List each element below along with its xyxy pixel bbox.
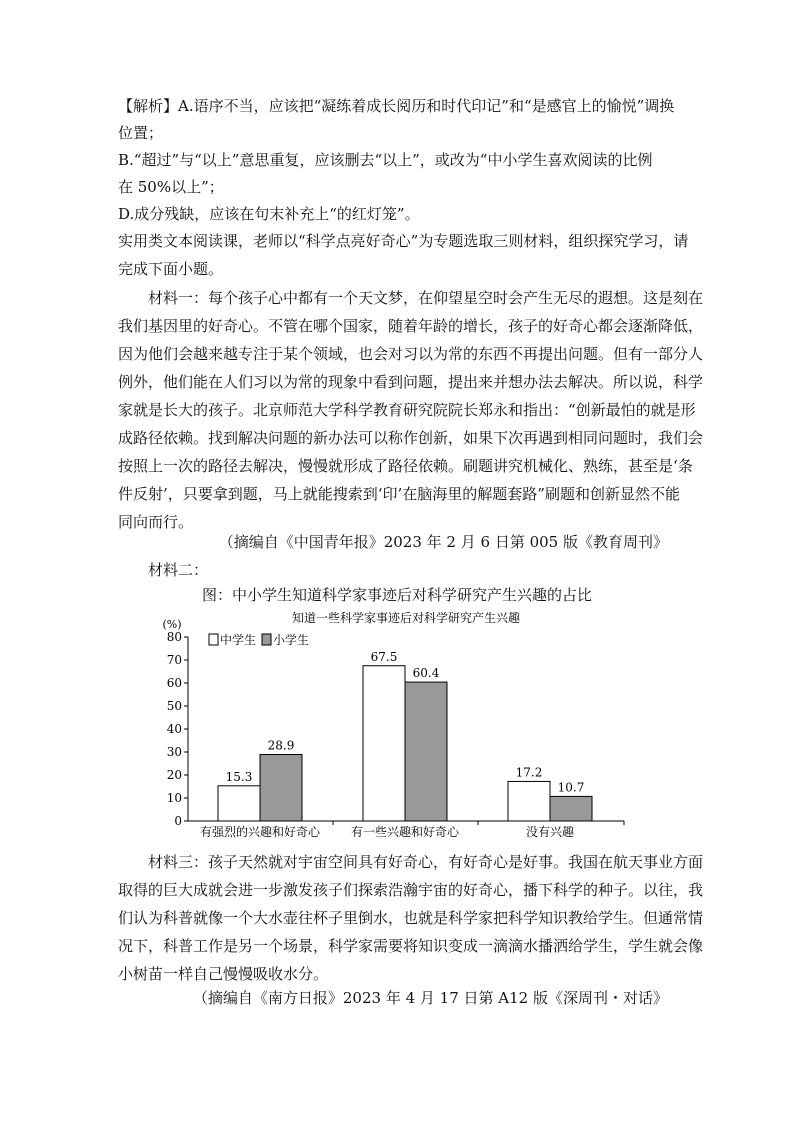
bar-value-label: 60.4 <box>412 666 440 681</box>
y-tick-label: 20 <box>166 768 182 782</box>
chart-title: 知道一些科学家事迹后对科学研究产生兴趣 <box>291 611 521 625</box>
y-tick-label: 50 <box>166 699 182 713</box>
bar-primary-school <box>405 682 447 821</box>
category-label: 有强烈的兴趣和好奇心 <box>199 825 321 839</box>
category-label: 有一些兴趣和好奇心 <box>350 825 460 839</box>
material2-label: 材料二： <box>148 561 209 579</box>
bar-value-label: 15.3 <box>225 769 253 784</box>
material3-line: 们认为科普就像一个大水壶往杯子里倒水，也就是科学家把科学知识教给学生。但通常情 <box>118 909 704 927</box>
analysis-line: 在 50%以上”； <box>118 178 224 196</box>
legend-swatch-middle-school <box>209 634 218 645</box>
category-label: 没有兴趣 <box>525 825 575 839</box>
y-tick-label: 80 <box>166 630 182 644</box>
y-tick-label: 40 <box>166 722 182 736</box>
figure-title: 图：中小学生知道科学家事迹后对科学研究产生兴趣的占比 <box>201 586 592 604</box>
analysis-line: 位置； <box>118 124 164 142</box>
bar-middle-school <box>363 666 405 821</box>
analysis-line: D.成分残缺，应该在句末补充上“的红灯笼”。 <box>118 205 420 223</box>
material1-line: 材料一：每个孩子心中都有一个天文梦，在仰望星空时会产生无尽的遐想。这是刻在 <box>148 289 704 307</box>
bar-chart <box>0 605 794 845</box>
material1-line: 因为他们会越来越专注于某个领域，也会对习以为常的东西不再提出问题。但有一部分人 <box>118 345 704 363</box>
analysis-line: B.“超过”与“以上”意思重复，应该删去“以上”，或改为“中小学生喜欢阅读的比例 <box>118 151 653 169</box>
material1-line: 件反射’，只要拿到题，马上就能搜索到‘印’在脑海里的解题套路”刷题和创新显然不能 <box>118 485 680 503</box>
material3-line: 取得的巨大成就会进一步激发孩子们探索浩瀚宇宙的好奇心，播下科学的种子。以往，我 <box>118 881 704 899</box>
bar-middle-school <box>218 786 260 821</box>
y-tick-label: 30 <box>166 745 182 759</box>
y-tick-label: 10 <box>166 791 182 805</box>
material1-line: 家就是长大的孩子。北京师范大学科学教育研究院院长郑永和指出：“创新最怕的就是形 <box>118 401 696 419</box>
legend-label-primary-school: 小学生 <box>273 633 310 647</box>
material3-line: 小树苗一样自己慢慢吸收水分。 <box>118 965 329 983</box>
y-axis-unit: (%) <box>162 618 182 631</box>
bar-middle-school <box>508 781 550 821</box>
bar-value-label: 10.7 <box>557 780 585 795</box>
legend <box>209 632 309 647</box>
material1-line: 我们基因里的好奇心。不管在哪个国家，随着年龄的增长，孩子的好奇心都会逐渐降低， <box>118 317 704 335</box>
material1-source: （摘编自《中国青年报》2023 年 2 月 6 日第 005 版《教育周刊》 <box>218 533 668 551</box>
material3-line: 况下，科普工作是另一个场景，科学家需要将知识变成一滴滴水播洒给学生，学生就会像 <box>118 937 704 955</box>
material1-line: 成路径依赖。找到解决问题的新办法可以称作创新，如果下次再遇到相同问题时，我们会 <box>118 429 704 447</box>
y-tick-label: 60 <box>166 676 182 690</box>
y-tick-label: 70 <box>166 653 182 667</box>
legend-swatch-primary-school <box>262 634 271 645</box>
material1-line: 同向而行。 <box>118 513 194 531</box>
intro-line: 实用类文本阅读课，老师以“科学点亮好奇心”为专题选取三则材料，组织探究学习，请 <box>118 232 689 250</box>
analysis-line: 【解析】A.语序不当，应该把“凝练着成长阅历和时代印记”和“是感官上的愉悦”调换 <box>118 97 675 115</box>
bar-primary-school <box>550 796 592 821</box>
intro-line: 完成下面小题。 <box>118 260 224 278</box>
material1-line: 例外，他们能在人们习以为常的现象中看到问题，提出来并想办法去解决。所以说，科学 <box>118 373 704 391</box>
material1-line: 按照上一次的路径去解决，慢慢就形成了路径依赖。刷题讲究机械化、熟练，甚至是‘条 <box>118 457 693 475</box>
bar-value-label: 28.9 <box>267 738 295 753</box>
bar-primary-school <box>260 755 302 821</box>
material3-line: 材料三：孩子天然就对宇宙空间具有好奇心，有好奇心是好事。我国在航天事业方面 <box>148 853 704 871</box>
material3-source: （摘编自《南方日报》2023 年 4 月 17 日第 A12 版《深周刊・对话》 <box>192 989 668 1007</box>
legend-label-middle-school: 中学生 <box>220 633 257 647</box>
y-tick-label: 0 <box>174 814 182 828</box>
bar-value-label: 17.2 <box>515 765 543 780</box>
bar-value-label: 67.5 <box>370 649 398 664</box>
